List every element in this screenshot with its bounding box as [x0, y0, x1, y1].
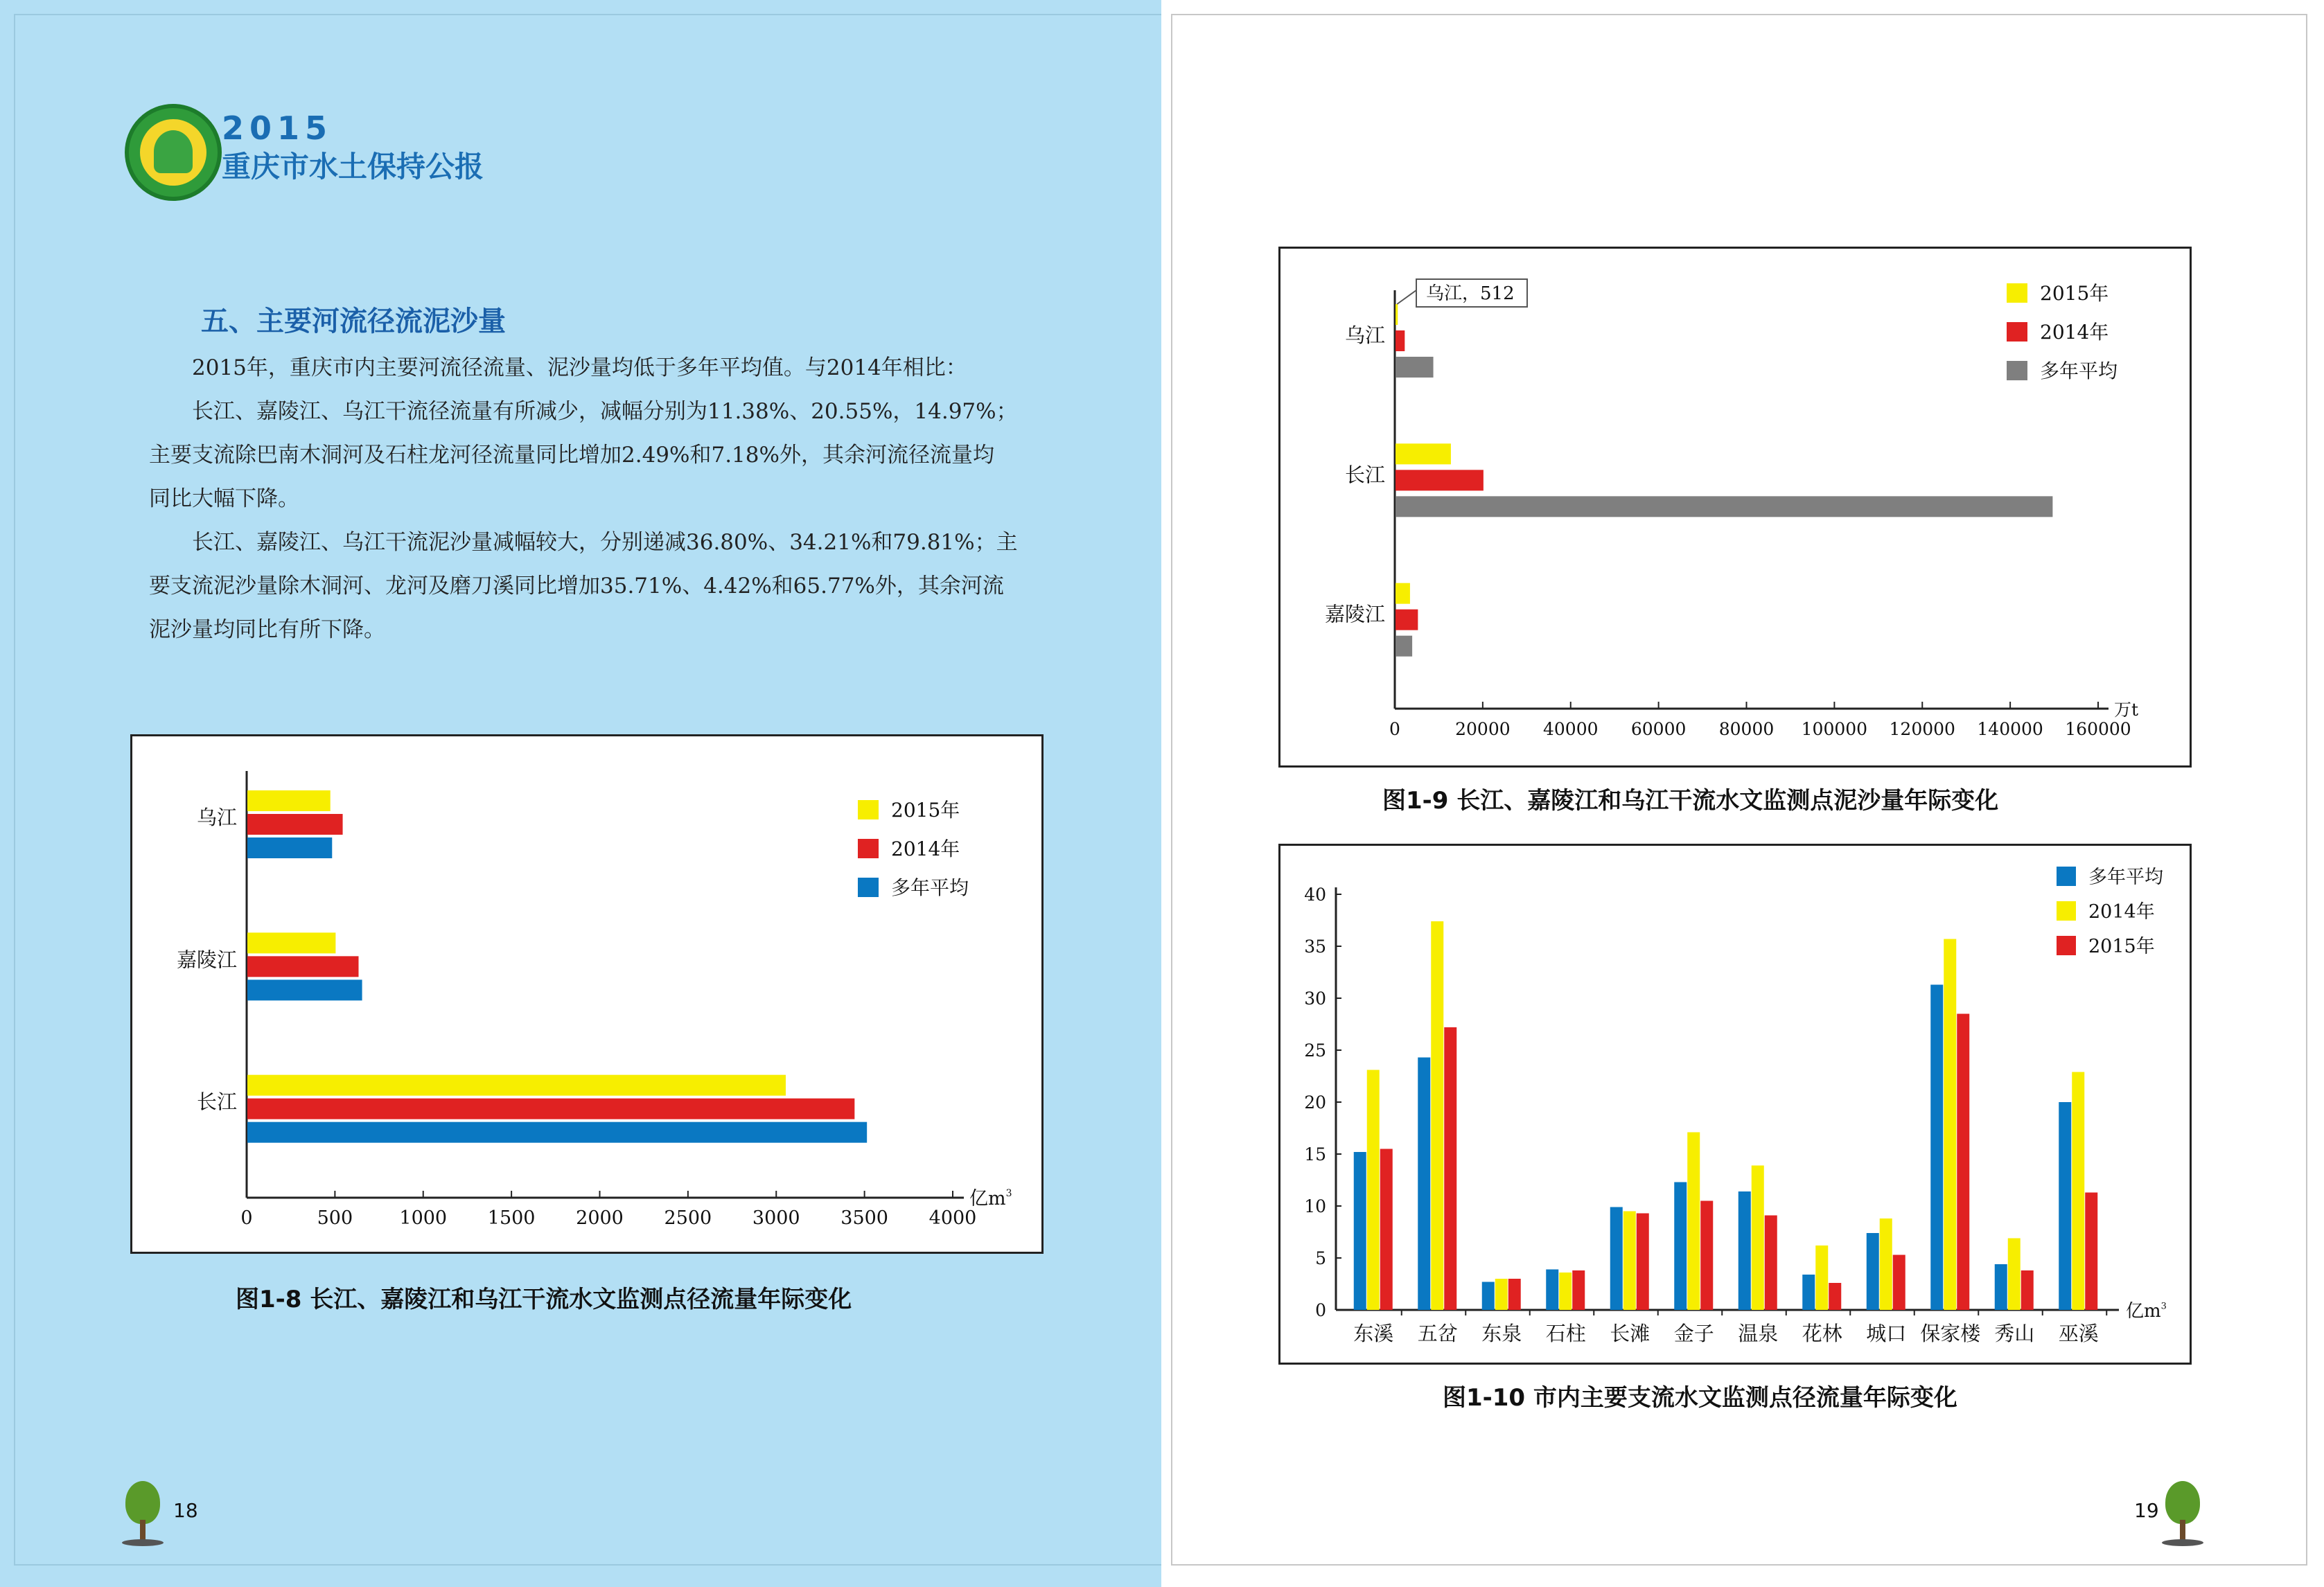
- category-label: 乌江: [1344, 323, 1385, 347]
- category-label: 东溪: [1353, 1322, 1394, 1345]
- x-tick-label: 2000: [576, 1207, 624, 1229]
- bar-石柱-多年平均: [1546, 1270, 1558, 1311]
- bar-城口-2015年: [1893, 1255, 1905, 1311]
- legend-label: 2014年: [2088, 901, 2155, 923]
- bar-保家楼-多年平均: [1930, 985, 1943, 1311]
- y-tick-label: 5: [1315, 1248, 1326, 1268]
- legend-swatch: [2007, 283, 2027, 303]
- y-tick-label: 35: [1304, 937, 1326, 957]
- category-label: 乌江: [196, 806, 237, 829]
- y-tick-label: 30: [1304, 988, 1326, 1009]
- bar-乌江-2015年: [247, 790, 331, 811]
- report-logo: [125, 104, 222, 201]
- bar-巫溪-2015年: [2085, 1193, 2097, 1311]
- paragraph-line: 主要支流除巴南木洞河及石柱龙河径流量同比增加2.49%和7.18%外，其余河流径流量均: [149, 443, 994, 468]
- bar-花林-多年平均: [1802, 1275, 1815, 1310]
- bar-巫溪-多年平均: [2059, 1102, 2071, 1310]
- bar-乌江-多年平均: [1396, 357, 1434, 378]
- bar-嘉陵江-2014年: [247, 956, 358, 977]
- chart-runoff-tributaries: [1278, 844, 2192, 1365]
- category-label: 石柱: [1545, 1322, 1586, 1345]
- bar-东泉-多年平均: [1482, 1282, 1495, 1311]
- legend-swatch: [2057, 867, 2076, 886]
- x-tick-label: 1000: [399, 1207, 448, 1229]
- x-tick-label: 160000: [2065, 719, 2131, 739]
- bar-花林-2014年: [1815, 1245, 1828, 1310]
- legend-swatch: [858, 800, 879, 819]
- bar-长江-多年平均: [247, 1122, 867, 1143]
- chart-sediment-mainstream: [1278, 247, 2192, 768]
- legend-swatch: [2057, 936, 2076, 955]
- x-tick-label: 140000: [1977, 719, 2043, 739]
- y-tick-label: 25: [1304, 1040, 1326, 1061]
- x-tick-label: 20000: [1455, 719, 1511, 739]
- paragraph-1: [149, 346, 1036, 521]
- bar-东泉-2014年: [1495, 1279, 1508, 1310]
- bar-金子-2015年: [1700, 1201, 1713, 1311]
- x-tick-label: 4000: [928, 1207, 977, 1229]
- x-tick-label: 40000: [1542, 719, 1599, 739]
- tree-icon: [2162, 1481, 2203, 1550]
- legend-label: 2014年: [891, 837, 960, 860]
- bar-保家楼-2014年: [1944, 939, 1956, 1311]
- x-tick-label: 60000: [1630, 719, 1687, 739]
- x-tick-label: 3000: [752, 1207, 800, 1229]
- legend-swatch: [858, 839, 879, 858]
- bar-乌江-2015年: [1396, 304, 1398, 325]
- paragraph-line: 长江、嘉陵江、乌江干流泥沙量减幅较大，分别递减36.80%、34.21%和79.81%；主: [192, 530, 1018, 555]
- legend-label: 多年平均: [2088, 867, 2163, 888]
- x-unit-label: 亿$m^3$: [969, 1187, 1012, 1209]
- page-number-left: 18: [173, 1499, 198, 1522]
- y-tick-label: 40: [1304, 885, 1326, 905]
- y-tick-label: 0: [1315, 1300, 1326, 1320]
- legend-label: 多年平均: [2040, 360, 2118, 382]
- bar-巫溪-2014年: [2072, 1072, 2084, 1311]
- bar-东溪-2014年: [1367, 1070, 1380, 1311]
- bar-城口-2014年: [1880, 1218, 1892, 1310]
- paragraph-line: 泥沙量均同比有所下降。: [149, 617, 385, 642]
- bar-嘉陵江-2015年: [1396, 583, 1410, 604]
- legend-swatch: [2057, 901, 2076, 921]
- bar-东溪-多年平均: [1354, 1152, 1366, 1310]
- bar-长江-2015年: [1396, 443, 1451, 464]
- bar-温泉-多年平均: [1738, 1191, 1751, 1310]
- chart-runoff-tributaries-svg: [1280, 846, 2190, 1363]
- bar-秀山-多年平均: [1995, 1264, 2007, 1310]
- x-tick-label: 100000: [1801, 719, 1868, 739]
- legend-label: 2015年: [2040, 282, 2109, 305]
- bar-东泉-2015年: [1508, 1279, 1521, 1310]
- legend-label: 2015年: [891, 799, 960, 822]
- bar-长江-多年平均: [1396, 496, 2052, 517]
- y-tick-label: 15: [1304, 1144, 1326, 1164]
- x-tick-label: 120000: [1889, 719, 1955, 739]
- legend-label: 多年平均: [891, 876, 969, 899]
- bar-乌江-2014年: [247, 814, 343, 835]
- bar-石柱-2015年: [1572, 1270, 1585, 1310]
- x-tick-label: 500: [317, 1207, 353, 1229]
- bar-乌江-2014年: [1396, 330, 1405, 351]
- bar-乌江-多年平均: [247, 837, 332, 858]
- category-label: 长江: [1344, 463, 1385, 487]
- legend-swatch: [858, 878, 879, 897]
- bar-五岔-2015年: [1444, 1027, 1456, 1310]
- bar-温泉-2015年: [1765, 1216, 1777, 1311]
- bar-温泉-2014年: [1752, 1166, 1764, 1311]
- bar-五岔-多年平均: [1418, 1058, 1430, 1311]
- chart-runoff-mainstream: [130, 734, 1044, 1254]
- paragraph-line: 同比大幅下降。: [149, 486, 299, 511]
- category-label: 城口: [1866, 1322, 1907, 1345]
- category-label: 长滩: [1610, 1322, 1650, 1345]
- bar-长江-2015年: [247, 1075, 786, 1096]
- tree-icon: [122, 1481, 164, 1550]
- caption-figure-1-9: 图1-9 长江、嘉陵江和乌江干流水文监测点泥沙量年际变化: [1382, 787, 1999, 815]
- bar-嘉陵江-2014年: [1396, 610, 1418, 630]
- bar-保家楼-2015年: [1957, 1014, 1969, 1311]
- legend-label: 2015年: [2088, 936, 2155, 957]
- bar-长滩-2015年: [1637, 1214, 1649, 1311]
- y-tick-label: 20: [1304, 1092, 1326, 1112]
- paragraph-2: [149, 521, 1036, 652]
- category-label: 秀山: [1994, 1322, 2035, 1345]
- category-label: 嘉陵江: [176, 948, 237, 972]
- report-title: 重庆市水土保持公报: [222, 150, 484, 184]
- section-title: 五、主要河流径流泥沙量: [201, 305, 506, 337]
- bar-金子-多年平均: [1674, 1182, 1687, 1311]
- report-year: 2015: [222, 109, 333, 147]
- bar-长江-2014年: [247, 1099, 854, 1119]
- bar-金子-2014年: [1687, 1133, 1700, 1311]
- annotation-leader: [1397, 290, 1416, 304]
- caption-figure-1-8: 图1-8 长江、嘉陵江和乌江干流水文监测点径流量年际变化: [236, 1286, 852, 1313]
- paragraph-line: 长江、嘉陵江、乌江干流径流量有所减少，减幅分别为11.38%、20.55%，14.97%；: [192, 399, 1018, 424]
- y-unit-label: 亿$m^3$: [2126, 1301, 2167, 1322]
- bar-五岔-2014年: [1431, 921, 1443, 1310]
- x-tick-label: 0: [1389, 719, 1400, 739]
- bar-长滩-多年平均: [1610, 1207, 1623, 1311]
- category-label: 巫溪: [2058, 1322, 2099, 1345]
- bar-嘉陵江-多年平均: [1396, 636, 1412, 657]
- bar-城口-多年平均: [1867, 1233, 1879, 1310]
- x-tick-label: 1500: [487, 1207, 536, 1229]
- legend-label: 2014年: [2040, 321, 2109, 344]
- caption-figure-1-10: 图1-10 市内主要支流水文监测点径流量年际变化: [1443, 1384, 1957, 1412]
- category-label: 长江: [196, 1090, 237, 1114]
- legend-swatch: [2007, 322, 2027, 342]
- category-label: 金子: [1673, 1322, 1714, 1345]
- x-tick-label: 3500: [840, 1207, 888, 1229]
- annotation-label: 乌江，512: [1426, 283, 1515, 304]
- chart-sediment-mainstream-svg: [1280, 249, 2190, 765]
- paragraph-line: 要支流泥沙量除木洞河、龙河及磨刀溪同比增加35.71%、4.42%和65.77%外，其余河流: [149, 574, 1004, 599]
- bar-东溪-2015年: [1380, 1149, 1393, 1311]
- page-number-right: 19: [2134, 1499, 2159, 1522]
- bar-秀山-2015年: [2021, 1270, 2034, 1310]
- category-label: 五岔: [1417, 1322, 1458, 1345]
- legend-swatch: [2007, 361, 2027, 380]
- bar-花林-2015年: [1829, 1283, 1841, 1310]
- chart-runoff-mainstream-svg: [132, 736, 1041, 1252]
- x-tick-label: 80000: [1718, 719, 1775, 739]
- category-label: 东泉: [1481, 1322, 1522, 1345]
- x-unit-label: 万t: [2114, 700, 2139, 720]
- category-label: 嘉陵江: [1324, 602, 1385, 626]
- bar-嘉陵江-2015年: [247, 932, 335, 953]
- category-label: 花林: [1802, 1322, 1842, 1345]
- bar-秀山-2014年: [2008, 1239, 2021, 1311]
- bar-嘉陵江-多年平均: [247, 979, 362, 1000]
- x-tick-label: 0: [240, 1207, 253, 1229]
- bar-长江-2014年: [1396, 470, 1484, 490]
- paragraph-line: 2015年，重庆市内主要河流径流量、泥沙量均低于多年平均值。与2014年相比：: [192, 355, 967, 380]
- x-tick-label: 2500: [664, 1207, 712, 1229]
- category-label: 保家楼: [1920, 1322, 1981, 1345]
- bar-长滩-2014年: [1623, 1212, 1636, 1311]
- y-tick-label: 10: [1304, 1196, 1326, 1216]
- bar-石柱-2014年: [1559, 1273, 1572, 1310]
- category-label: 温泉: [1738, 1322, 1779, 1345]
